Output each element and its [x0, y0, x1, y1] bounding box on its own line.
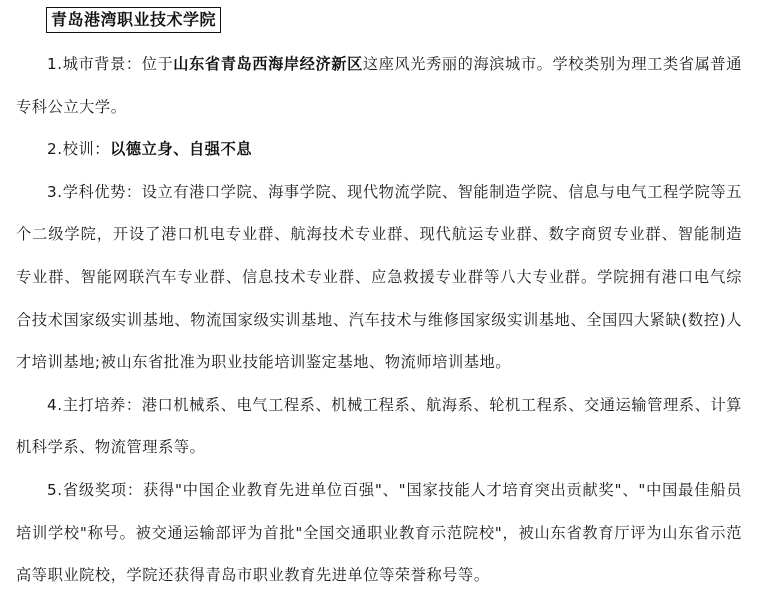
section-provincial-awards [16, 469, 742, 597]
section-discipline-advantages [16, 171, 742, 384]
section-text-bold: 山东省青岛西海岸经济新区 [173, 55, 363, 73]
document-title: 青岛港湾职业技术学院 [46, 7, 221, 33]
section-text: 港口机械系、电气工程系、机械工程系、航海系、轮机工程系、交通运输管理系、计算机科学系、物流管理系等。 [16, 395, 742, 457]
section-motto [16, 128, 742, 171]
section-city-background [16, 43, 742, 128]
section-text: 位于 [141, 55, 174, 73]
section-text: 这座风光秀丽的海滨城市。学校类别为理工类省属普通专科公立大学。 [16, 55, 743, 116]
section-label: 1.城市背景： [47, 55, 142, 73]
section-label: 4.主打培养： [47, 395, 142, 414]
section-label: 2.校训： [47, 140, 111, 159]
section-text-bold: 以德立身、自强不息 [110, 140, 253, 159]
section-label: 5.省级奖项： [47, 480, 143, 499]
document-body [16, 43, 742, 597]
section-text: 设立有港口学院、海事学院、现代物流学院、智能制造学院、信息与电气工程学院等五个二级学院，开设了港口机电专业群、航海技术专业群、现代航运专业群、数字商贸专业群、智能制造专业群、智能网联汽车专业群、信息技术专业群、应急救援专业群等八大专业群。学院拥有港口电气综合技术国家级实训基地、物流国家级实训基地、汽车技术与维修国家级实训基地、全国四大紧缺(数控)人才培训基地;被山东省批准为职业技能培训鉴定基地、物流师培训基地。 [16, 182, 742, 372]
section-text: 获得"中国企业教育先进单位百强"、"国家技能人才培育突出贡献奖"、"中国最佳船员培训学校"称号。被交通运输部评为首批"全国交通职业教育示范院校"，被山东省教育厅评为山东省示范高等职业院校，学院还获得青岛市职业教育先进单位等荣誉称号等。 [16, 480, 742, 585]
section-main-training [16, 384, 742, 469]
section-label: 3.学科优势： [47, 182, 142, 201]
